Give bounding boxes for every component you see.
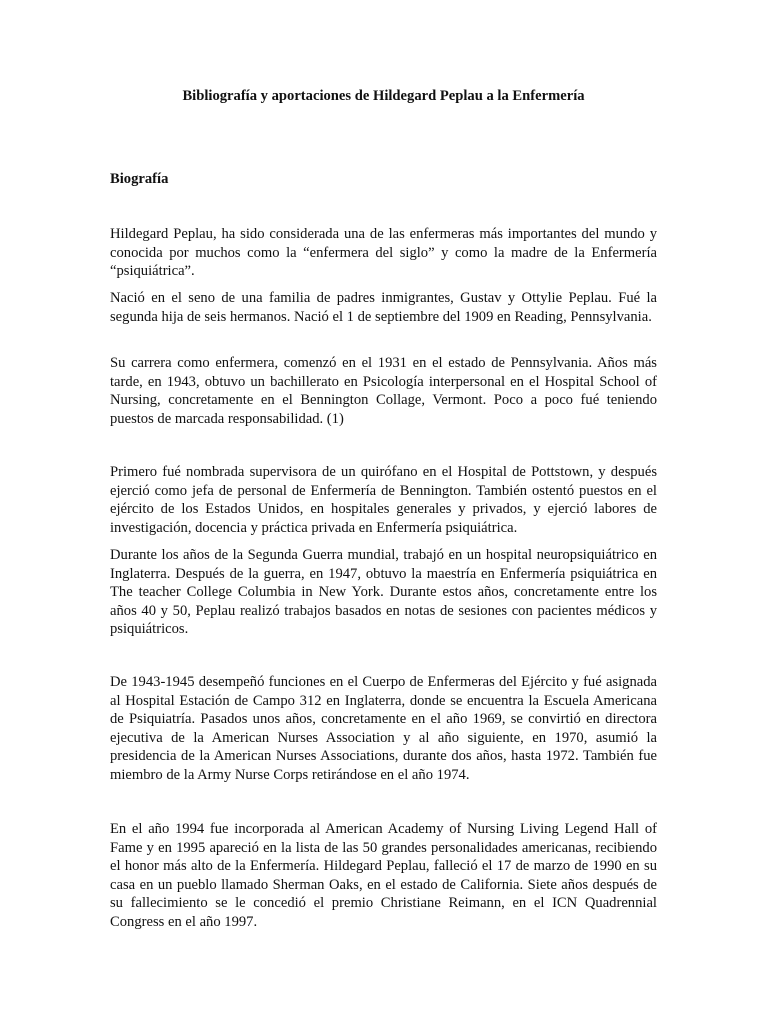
section-heading-biografia: Biografía bbox=[110, 171, 169, 187]
paragraph-career-start: Su carrera como enfermera, comenzó en el 1931 en el estado de Pennsylvania. Años más tarde, en 1943, obtuvo un bachillerato en Psicología interpersonal en el Hospital School of Nursing, concretamente en el Bennington Collage, Vermont. Poco a poco fué teniendo puestos de marcada responsabilidad. (1) bbox=[110, 355, 657, 427]
paragraph-army-and-ana: De 1943-1945 desempeñó funciones en el Cuerpo de Enfermeras del Ejército y fué asignada al Hospital Estación de Campo 312 en Inglaterra, donde se encuentra la Escuela Americana de Psiquiatría. Pasados unos años, concretamente en el año 1969, se convirtió en directora ejecutiva de la American Nurses Association y al año siguiente, en 1970, asumió la presidencia de la American Nurses Associations, durante dos años, hasta 1972. También fue miembro de la Army Nurse Corps retirándose en el año 1974. bbox=[110, 674, 657, 783]
paragraph-birth: Nació en el seno de una familia de padres inmigrantes, Gustav y Ottylie Peplau. Fué la segunda hija de seis hermanos. Nació el 1 de septiembre del 1909 en Reading, Pennsylvania. bbox=[110, 290, 657, 325]
paragraph-war-years: Durante los años de la Segunda Guerra mundial, trabajó en un hospital neuropsiquiátrico en Inglaterra. Después de la guerra, en 1947, obtuvo la maestría en Enfermería psiquiátrica en The teacher College Columbia in New York. Durante estos años, concretamente entre los años 40 y 50, Peplau realizó trabajos basados en notas de sesiones con pacientes médicos y psiquiátricos. bbox=[110, 547, 657, 638]
paragraph-early-positions: Primero fué nombrada supervisora de un quirófano en el Hospital de Pottstown, y después ejerció como jefa de personal de Enfermería de Bennington. También ostentó puestos en el ejército de los Estados Unidos, en hospitales generales y privados, y ejerció labores de investigación, docencia y práctica privada en Enfermería psiquiátrica. bbox=[110, 464, 657, 536]
paragraph-intro: Hildegard Peplau, ha sido considerada una de las enfermeras más importantes del mundo y conocida por muchos como la “enfermera del siglo” y como la madre de la Enfermería “psiquiátrica”. bbox=[110, 226, 657, 280]
document-title: Bibliografía y aportaciones de Hildegard Peplau a la Enfermería bbox=[182, 88, 585, 104]
paragraph-honors-and-death: En el año 1994 fue incorporada al American Academy of Nursing Living Legend Hall of Fame y en 1995 apareció en la lista de las 50 grandes personalidades americanas, recibiendo el honor más alto de la Enfermería. Hildegard Peplau, falleció el 17 de marzo de 1990 en su casa en un pueblo llamado Sherman Oaks, en el estado de California. Siete años después de su fallecimiento se le concedió el premio Christiane Reimann, en el ICN Quadrennial Congress en el año 1997. bbox=[110, 821, 657, 930]
